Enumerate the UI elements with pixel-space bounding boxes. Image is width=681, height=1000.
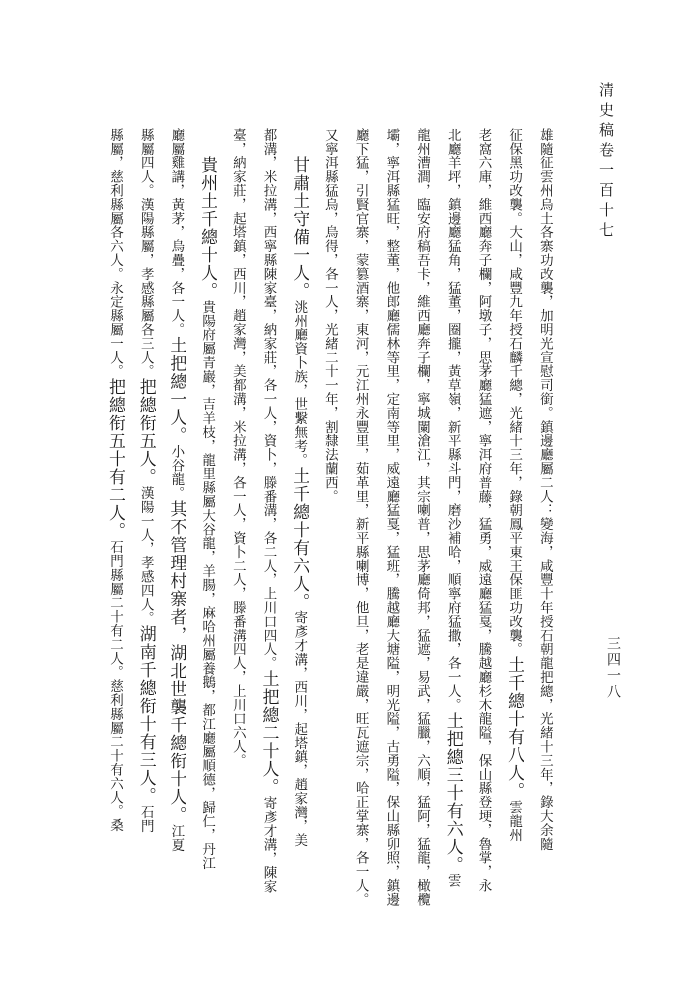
text-column (105, 128, 125, 928)
text-segment: 漢陽一人，孝感四人。 (137, 486, 154, 626)
text-segment: 都溝，米拉溝，西寧縣陳家臺，納家莊，各一人，資卜，滕番溝，各二人，上川口四人。 (260, 128, 277, 671)
heading-segment: 貴州土千總十人。 (197, 156, 218, 300)
heading-segment: 把總衔五人。 (135, 378, 156, 487)
heading-segment: 土把總一人。 (166, 336, 187, 445)
text-segment: 龍州漕澗，臨安府稿吾卡，維西廳奔子欄，寧城闌滄江，其宗喇普，思茅廳倚邦，猛遮，易武，猛臘，六順，猛阿，猛龍，橄欖 (414, 128, 431, 907)
text-segment: 寄彥才溝，陳家 (260, 796, 277, 894)
text-segment: 廳屬雞講，黃茅，烏疊，各一人。 (168, 128, 185, 337)
text-column (259, 128, 279, 928)
text-column (473, 128, 493, 928)
text-segment: 北廳羊坪，鎮邊廳猛角，猛董，圈攏，黃草嶺，新平縣斗門，磨沙補哈，順寧府猛撒，各一人。 (444, 128, 461, 712)
text-column (166, 128, 186, 928)
page-number: 三四一八 (605, 636, 621, 700)
text-column (381, 128, 401, 928)
heading-segment: 把總衔五十有二人。 (105, 378, 125, 541)
text-column (228, 128, 248, 928)
text-segment: 石門 (137, 805, 154, 834)
text-segment: 縣屬四人。漢陽縣屬，孝感縣屬各三人。 (137, 128, 154, 379)
text-column (136, 128, 156, 928)
text-column (443, 128, 463, 928)
text-segment: 洮州廳資卜族，世繫無考。 (291, 300, 308, 467)
text-segment: 小谷龍。 (168, 444, 185, 501)
text-columns (105, 128, 555, 928)
text-segment: 江夏 (168, 824, 185, 852)
heading-segment: 甘肅土守備一人。 (289, 156, 310, 300)
text-column (351, 128, 371, 928)
heading-segment: 湖南千總衔十有三人。 (135, 625, 156, 806)
heading-segment: 土把總二十人。 (258, 670, 279, 797)
text-segment: 雲 (444, 873, 461, 888)
text-segment: 寄彥才溝，西川，起塔鎮，趙家灣，美 (291, 610, 308, 848)
text-column (197, 128, 217, 928)
text-segment: 縣屬，慈利縣屬各六人。永定縣屬一人。 (107, 128, 123, 379)
text-segment: 貴陽府屬青巖，吉羊枝，龍里縣屬大谷龍，羊腸，麻哈州屬養鵝，都江廳屬順德，歸仁，丹江 (199, 300, 216, 870)
text-segment: 征保黑功改襲。大山，咸豐九年授石麟千總，光緒十三年，錄朝鳳平東王保匪功改襲。 (506, 128, 523, 657)
text-segment: 壩，寧洱縣猛旺，整董，他郎廳儒林等里，定南等里，威遠廳猛戛，猛班，騰越廳大塘隘，明光隘，古勇隘，保山縣卯照，鎮邊 (383, 128, 400, 907)
text-segment: 鎮邊廳屬二人： (536, 419, 553, 518)
heading-segment: 土把總三十有六人。 (442, 711, 463, 874)
text-segment: 廳下猛，引賢官寨，蒙篡酒寨，東河，元江州永豐里，茹革里，新平縣喇博，他旦，老是違嚴，旺瓦遮宗，哈正掌寨，各一人。 (352, 128, 369, 907)
text-segment: 又寧洱縣猛烏，烏得，各一人，光緒二十一年，割隸法蘭西。 (321, 128, 338, 504)
text-column (504, 128, 524, 928)
text-segment: 變海，咸豐十年授石朝龍把總，光緒十三年，錄大余隨 (536, 517, 553, 851)
text-column (412, 128, 432, 928)
text-column (320, 128, 340, 928)
text-column (289, 128, 309, 928)
running-header-title: 清史稿卷一百十七 (597, 82, 615, 242)
heading-segment: 其不管理村寨者，湖北世襲千總衔十人。 (166, 500, 187, 825)
heading-segment: 土千總十有八人。 (504, 656, 525, 801)
text-segment: 老窩六庫，維西廳奔子欄，阿墩子，思茅廳猛遮，寧洱府普藤，猛勇，威遠廳猛戛，騰越廳杉木龍隘，保山縣登埂，魯掌，永 (475, 128, 492, 893)
text-segment: 雲龍州 (506, 800, 523, 842)
heading-segment: 土千總十有六人。 (289, 466, 310, 611)
text-segment: 雄隨征雲州烏土各寨功改襲，加明光宣慰司銜。 (536, 128, 553, 420)
text-column (535, 128, 555, 928)
text-segment: 臺，納家莊，起塔鎮，西川，趙家灣，美都溝，米拉溝，各一人，資卜二人，滕番溝四人，上川口六人。 (229, 128, 246, 768)
text-segment: 石門縣屬二十有二人。慈利縣屬二十有六人。桑 (107, 540, 123, 833)
